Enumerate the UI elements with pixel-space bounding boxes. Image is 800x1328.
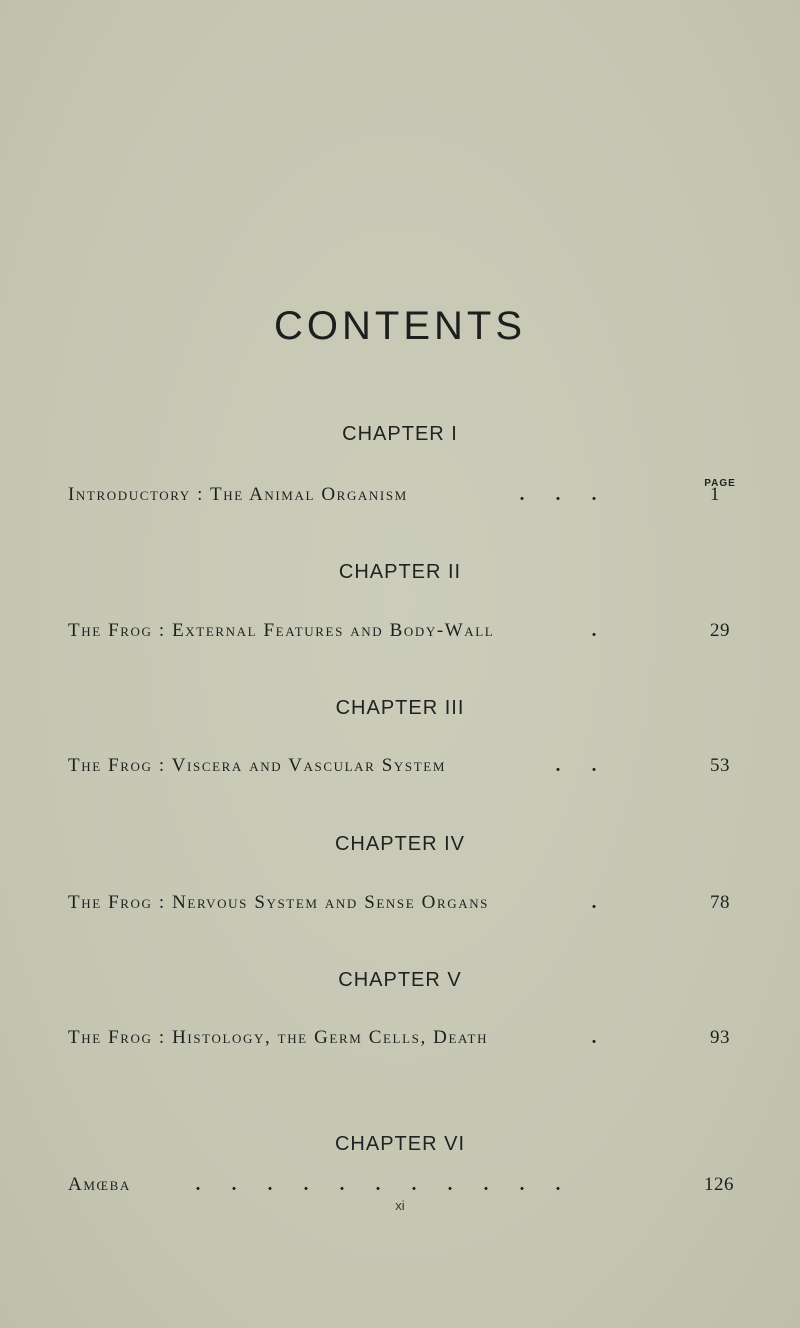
dot-leaders: .: [591, 620, 597, 641]
toc-entry-page: 29: [710, 620, 730, 641]
toc-entry[interactable]: [68, 484, 744, 514]
toc-entry-title: Amœba: [68, 1174, 131, 1195]
page-column-label: PAGE: [704, 478, 736, 489]
toc-entry-page: 78: [710, 892, 730, 913]
chapter-heading: CHAPTER VI: [334, 1133, 466, 1155]
contents-title: CONTENTS: [274, 304, 526, 348]
toc-entry-title: The Frog : Nervous System and Sense Organs: [68, 892, 490, 913]
toc-entry[interactable]: [68, 755, 744, 785]
toc-entry-page: 53: [710, 755, 730, 776]
chapter-heading: CHAPTER IV: [334, 833, 466, 855]
dot-leaders: .: [591, 1027, 597, 1048]
toc-entry-page: 93: [710, 1027, 730, 1048]
toc-entry-title: The Frog : External Features and Body-Wall: [68, 620, 495, 641]
dot-leaders: . .: [555, 755, 597, 776]
toc-entry-title: The Frog : Histology, the Germ Cells, Death: [68, 1027, 489, 1048]
chapter-heading: CHAPTER I: [342, 423, 458, 445]
chapter-heading: CHAPTER V: [338, 969, 462, 991]
toc-entry[interactable]: [68, 892, 744, 922]
dot-leaders: .: [591, 892, 597, 913]
toc-entry-title: The Frog : Viscera and Vascular System: [68, 755, 446, 776]
toc-entry-title: Introductory : The Animal Organism: [68, 484, 408, 505]
toc-entry-page: 126: [704, 1174, 734, 1195]
toc-entry[interactable]: [68, 1027, 744, 1057]
page-number: xi: [395, 1198, 405, 1213]
dot-leaders: . . .: [519, 484, 597, 505]
chapter-heading: CHAPTER II: [338, 561, 462, 583]
chapter-heading: CHAPTER III: [335, 697, 465, 719]
toc-entry-page: 1: [710, 484, 720, 505]
dot-leaders: . . . . . . . . . . .: [195, 1174, 561, 1195]
toc-entry[interactable]: [68, 620, 744, 650]
